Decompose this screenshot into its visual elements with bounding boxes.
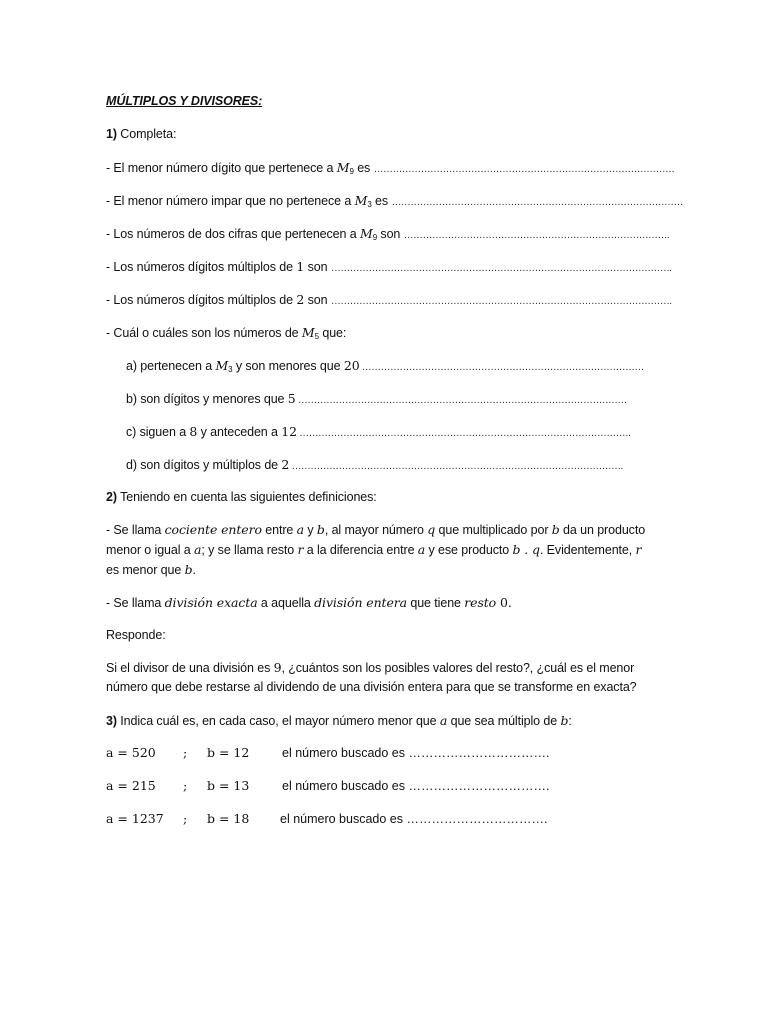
q1-number: 1): [106, 127, 117, 141]
q2-definition-line-1: - Se llama cociente entero entre a y b, al mayor número q que multiplicado por b da un producto: [106, 522, 646, 537]
answer-blank: ………………………………………………………………………………: [359, 362, 644, 373]
q1-item-d: d) son dígitos y múltiplos de 2 …………………………………………………………………………………………….: [126, 457, 623, 472]
q1-heading: [106, 127, 176, 141]
q3-b-value: b = 12: [207, 745, 250, 760]
q3-a-value: a = 1237: [106, 811, 164, 826]
page-title: MÚLTIPLOS Y DIVISORES:: [106, 94, 263, 108]
q1-item-a: a) pertenecen a $M_3$ y son menores que 20 ………………………………………………………………………………: [126, 358, 644, 374]
answer-blank: …………………………………………………………………………………: [391, 197, 683, 208]
q2-definition-line-3: es menor que b.: [106, 562, 196, 577]
q3-heading: 3) Indica cuál es, en cada caso, el mayor número menor que a que sea múltiplo de b:: [106, 713, 572, 728]
q2-heading-text: Teniendo en cuenta las siguientes definiciones:: [120, 490, 377, 504]
q1-item-c: c) siguen a 8 y anteceden a 12 …………………………………………………………………………………………….: [126, 424, 631, 439]
q1-line-4: - Los números dígitos múltiplos de 1 son ……………………………………………………………………………………………….: [106, 259, 672, 274]
q3-a-value: a = 215: [106, 778, 156, 793]
q3-separator: ;: [183, 811, 188, 826]
q3-answer-blank: el número buscado es …………………………….: [280, 812, 548, 826]
answer-blank: ……………………………………………………………………………………: [373, 164, 675, 175]
q3-answer-blank: el número buscado es …………………………….: [282, 779, 550, 793]
q1-line-3: - Los números de dos cifras que pertenecen a $M_9$ son ………………………………………………………………………….: [106, 226, 670, 242]
q2-question-line-1: Si el divisor de una división es 9, ¿cuántos son los posibles valores del resto?, ¿cuál es el menor: [106, 660, 635, 675]
q3-answer-blank: el número buscado es …………………………….: [282, 746, 550, 760]
q1-heading-text: Completa:: [120, 127, 177, 141]
answer-blank: ………………………………………………………………………….: [403, 230, 670, 241]
q2-question-line-2: número que debe restarse al dividendo de una división entera para que se transforme en exacta?: [106, 680, 637, 694]
q2-number: 2): [106, 490, 117, 504]
q2-definition-exact: - Se llama división exacta a aquella división entera que tiene resto 0.: [106, 595, 512, 610]
q3-b-value: b = 13: [207, 778, 250, 793]
q1-item-b: b) son dígitos y menores que 5 ……………………………………………………………………………………………: [126, 391, 627, 406]
answer-blank: ……………………………………………………………………………………………….: [330, 263, 672, 274]
q1-line-6: - Cuál o cuáles son los números de $M_5$ que:: [106, 325, 347, 341]
q1-line-1: - El menor número dígito que pertenece a $M_9$ es ……………………………………………………………………………………: [106, 160, 675, 176]
q3-separator: ;: [183, 745, 188, 760]
q2-heading: [106, 490, 377, 504]
answer-blank: ……………………………………………………………………………………………: [295, 395, 627, 406]
q1-line-5: - Los números dígitos múltiplos de 2 son ……………………………………………………………………………………………….: [106, 292, 672, 307]
answer-blank: …………………………………………………………………………………………….: [289, 461, 623, 472]
q3-a-value: a = 520: [106, 745, 156, 760]
q3-separator: ;: [183, 778, 188, 793]
q3-b-value: b = 18: [207, 811, 250, 826]
q2-responde-label: Responde:: [106, 628, 166, 642]
q1-line-2: - El menor número impar que no pertenece a $M_3$ es …………………………………………………………………………………: [106, 193, 683, 209]
q3-number: 3): [106, 714, 117, 728]
answer-blank: ……………………………………………………………………………………………….: [330, 296, 672, 307]
q2-definition-line-2: menor o igual a a; y se llama resto r a la diferencia entre a y ese producto b . q. Evidentemente, r: [106, 542, 642, 557]
answer-blank: …………………………………………………………………………………………….: [296, 428, 631, 439]
